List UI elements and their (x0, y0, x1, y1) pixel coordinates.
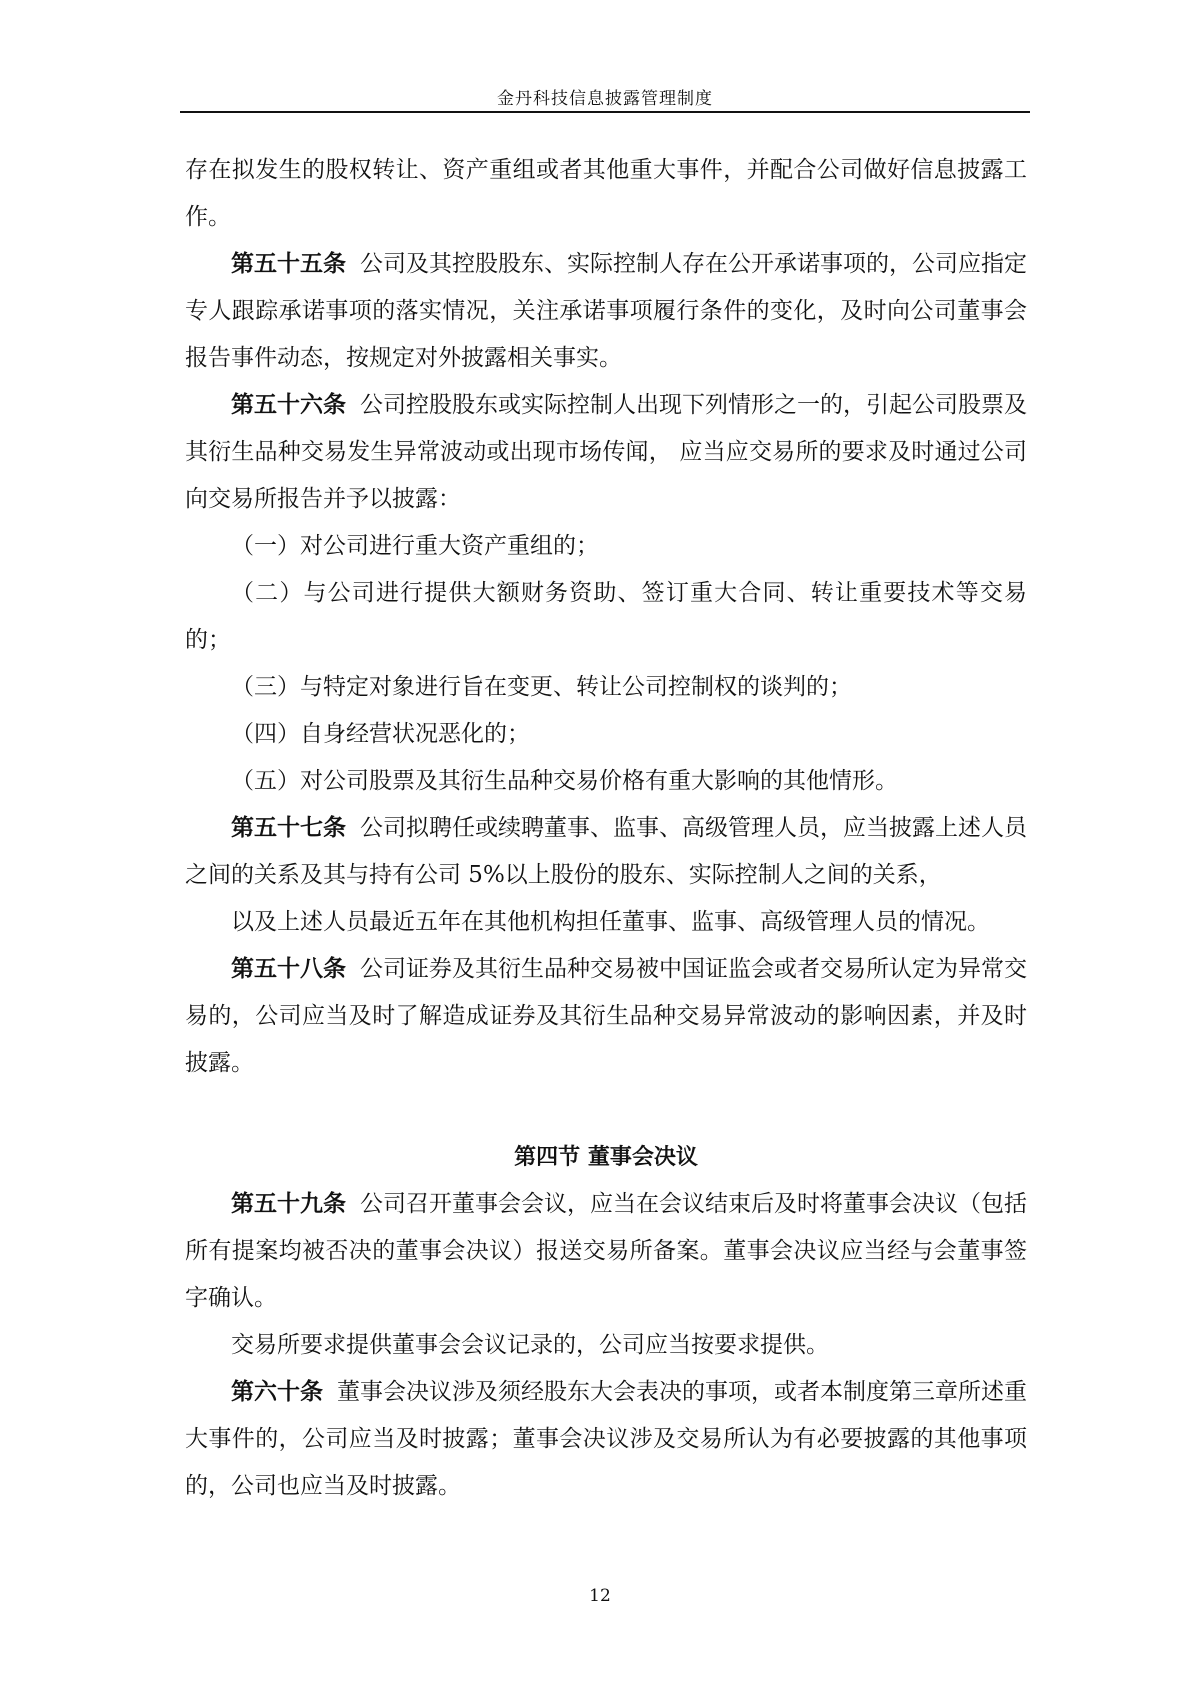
paragraph-continued: 存在拟发生的股权转让、资产重组或者其他重大事件，并配合公司做好信息披露工作。 (185, 157, 1027, 230)
article-57-continued: 以及上述人员最近五年在其他机构担任董事、监事、高级管理人员的情况。 (231, 909, 990, 935)
article-57 (185, 805, 1027, 899)
article-label: 第五十九条 (231, 1191, 346, 1217)
list-item: （四）自身经营状况恶化的； (231, 721, 530, 747)
article-60 (185, 1369, 1027, 1510)
article-label: 第五十六条 (231, 392, 346, 418)
article-text: 董事会决议涉及须经股东大会表决的事项，或者本制度第三章所述重大事件的，公司应当及时披露；董事会决议涉及交易所认为有必要披露的其他事项的，公司也应当及时披露。 (185, 1379, 1027, 1499)
article-label: 第五十七条 (231, 815, 346, 841)
list-item: （三）与特定对象进行旨在变更、转让公司控制权的谈判的； (231, 674, 852, 700)
article-label: 第五十八条 (231, 956, 346, 982)
article-text: 公司及其控股股东、实际控制人存在公开承诺事项的，公司应指定专人跟踪承诺事项的落实情况，关注承诺事项履行条件的变化，及时向公司董事会报告事件动态，按规定对外披露相关事实。 (185, 251, 1027, 371)
article-55 (185, 241, 1027, 382)
article-text: 公司控股股东或实际控制人出现下列情形之一的，引起公司股票及其衍生品种交易发生异常波动或出现市场传闻， 应当应交易所的要求及时通过公司向交易所报告并予以披露： (185, 392, 1027, 512)
document-body (185, 147, 1027, 1510)
list-item: （一）对公司进行重大资产重组的； (231, 533, 599, 559)
article-58 (185, 946, 1027, 1087)
header-rule (180, 111, 1030, 113)
article-text: 公司拟聘任或续聘董事、监事、高级管理人员，应当披露上述人员之间的关系及其与持有公司 5%以上股份的股东、实际控制人之间的关系， (185, 815, 1027, 888)
list-item: （二）与公司进行提供大额财务资助、签订重大合同、转让重要技术等交易的； (185, 580, 1027, 653)
article-text: 公司证券及其衍生品种交易被中国证监会或者交易所认定为异常交易的，公司应当及时了解造成证券及其衍生品种交易异常波动的影响因素，并及时披露。 (185, 956, 1027, 1076)
article-label: 第六十条 (231, 1379, 323, 1405)
article-label: 第五十五条 (231, 251, 346, 277)
article-59 (185, 1181, 1027, 1322)
article-56 (185, 382, 1027, 523)
article-text: 公司召开董事会会议，应当在会议结束后及时将董事会决议（包括所有提案均被否决的董事会决议）报送交易所备案。董事会决议应当经与会董事签字确认。 (185, 1191, 1027, 1311)
article-59-continued: 交易所要求提供董事会会议记录的，公司应当按要求提供。 (231, 1332, 829, 1358)
page-number: 12 (589, 1586, 611, 1606)
section-title: 第四节 董事会决议 (514, 1145, 698, 1170)
page-header-title: 金丹科技信息披露管理制度 (497, 89, 713, 109)
list-item: （五）对公司股票及其衍生品种交易价格有重大影响的其他情形。 (231, 768, 898, 794)
